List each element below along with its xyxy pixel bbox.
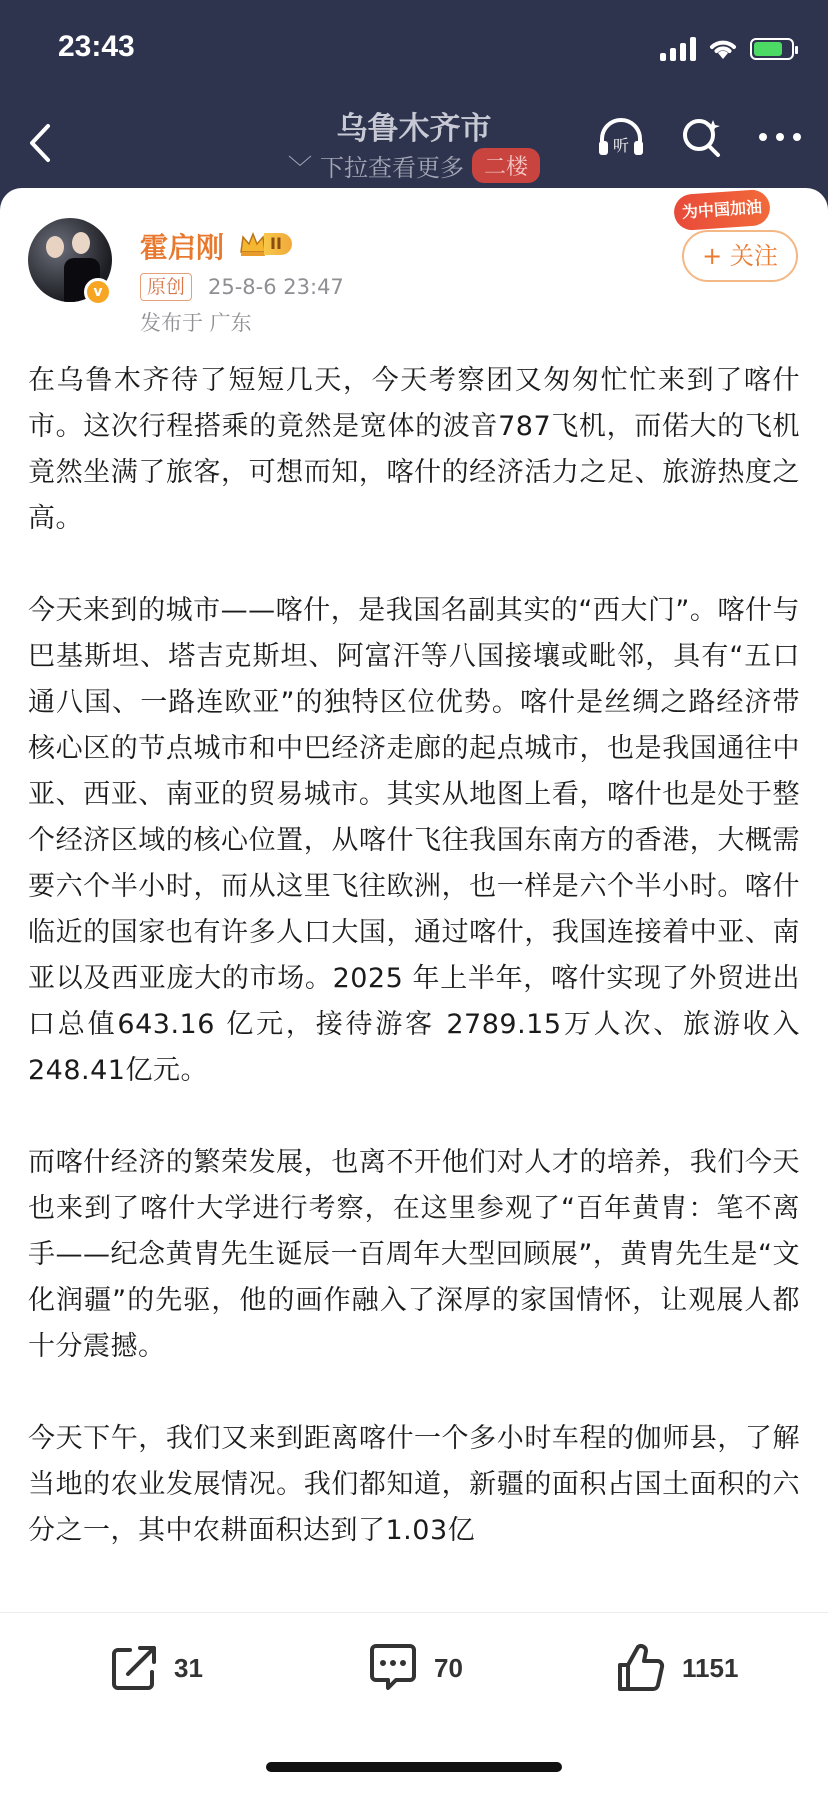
like-button[interactable]: [614, 1640, 738, 1696]
paragraph: 今天来到的城市——喀什，是我国名副其实的“西大门”。喀什与巴基斯坦、塔吉克斯坦、阿富汗等八国接壤或毗邻，具有“五口通八国、一路连欧亚”的独特区位优势。喀什是丝绸之路经济带核心区的节点城市和中巴经济走廊的起点城市，也是我国通往中亚、西亚、南亚的贸易城市。其实从地图上看，喀什也是处于整个经济区域的核心位置，从喀什飞往我国东南方的香港，大概需要六个半小时，而从这里飞往欧洲，也一样是六个半小时。喀什临近的国家也有许多人口大国，通过喀什，我国连接着中亚、南亚以及西亚庞大的市场。2025 年上半年，喀什实现了外贸进出口总值643.16 亿元，接待游客 2789.15万人次、旅游收入 248.41亿元。: [28, 595, 800, 1086]
nav-actions: [596, 115, 802, 159]
follow-button[interactable]: + 关注: [682, 230, 798, 282]
floor-badge[interactable]: 二楼: [472, 148, 540, 183]
member-badge[interactable]: [238, 229, 292, 259]
search-icon[interactable]: [680, 115, 724, 159]
member-level: II: [264, 233, 292, 255]
paragraph: 而喀什经济的繁荣发展，也离不开他们对人才的培养，我们今天也来到了喀什大学进行考察，在这里参观了“百年黄胄：笔不离手——纪念黄胄先生诞辰一百周年大型回顾展”，黄胄先生是“文化润疆”的先驱，他的画作融入了深厚的家国情怀，让观展人都十分震撼。: [28, 1147, 800, 1362]
verified-icon: v: [84, 278, 112, 306]
thumbs-up-icon: [614, 1641, 668, 1695]
post-content: [28, 358, 800, 1610]
wifi-icon: [708, 37, 738, 61]
more-icon[interactable]: [758, 131, 802, 143]
share-count: 31: [174, 1652, 203, 1683]
svg-text:听: 听: [612, 136, 630, 155]
like-count: 1151: [682, 1652, 739, 1683]
home-indicator[interactable]: [266, 1762, 562, 1772]
nav-title: 乌鲁木齐市: [336, 111, 492, 147]
pull-more-label: 下拉查看更多: [319, 154, 464, 182]
comment-count: 70: [434, 1652, 463, 1683]
signal-icon: [660, 37, 696, 61]
status-icons: [660, 34, 794, 64]
paragraph: 在乌鲁木齐待了短短几天，今天考察团又匆匆忙忙来到了喀什市。这次行程搭乘的竟然是宽体的波音787飞机，而偌大的飞机竟然坐满了旅客，可想而知，喀什的经济活力之足、旅游热度之高。: [28, 365, 800, 534]
post-time: 25-8-6 23:47: [208, 275, 344, 299]
battery-icon: [750, 38, 794, 60]
share-icon: [108, 1642, 160, 1694]
author-name[interactable]: 霍启刚: [140, 231, 225, 264]
listen-icon[interactable]: [596, 115, 646, 159]
comment-icon: [366, 1642, 420, 1694]
status-time: 23:43: [58, 30, 135, 63]
original-tag: 原创: [140, 273, 192, 301]
chevron-down-icon: ﹀: [287, 154, 312, 182]
comment-button[interactable]: [366, 1640, 463, 1696]
cheer-badge: 为中国加油: [673, 189, 771, 232]
paragraph: 今天下午，我们又来到距离喀什一个多小时车程的伽师县，了解当地的农业发展情况。我们都知道，新疆的面积占国土面积的六分之一，其中农耕面积达到了1.03亿: [28, 1423, 800, 1546]
post-location: 发布于 广东: [140, 311, 252, 335]
share-button[interactable]: [108, 1640, 203, 1696]
